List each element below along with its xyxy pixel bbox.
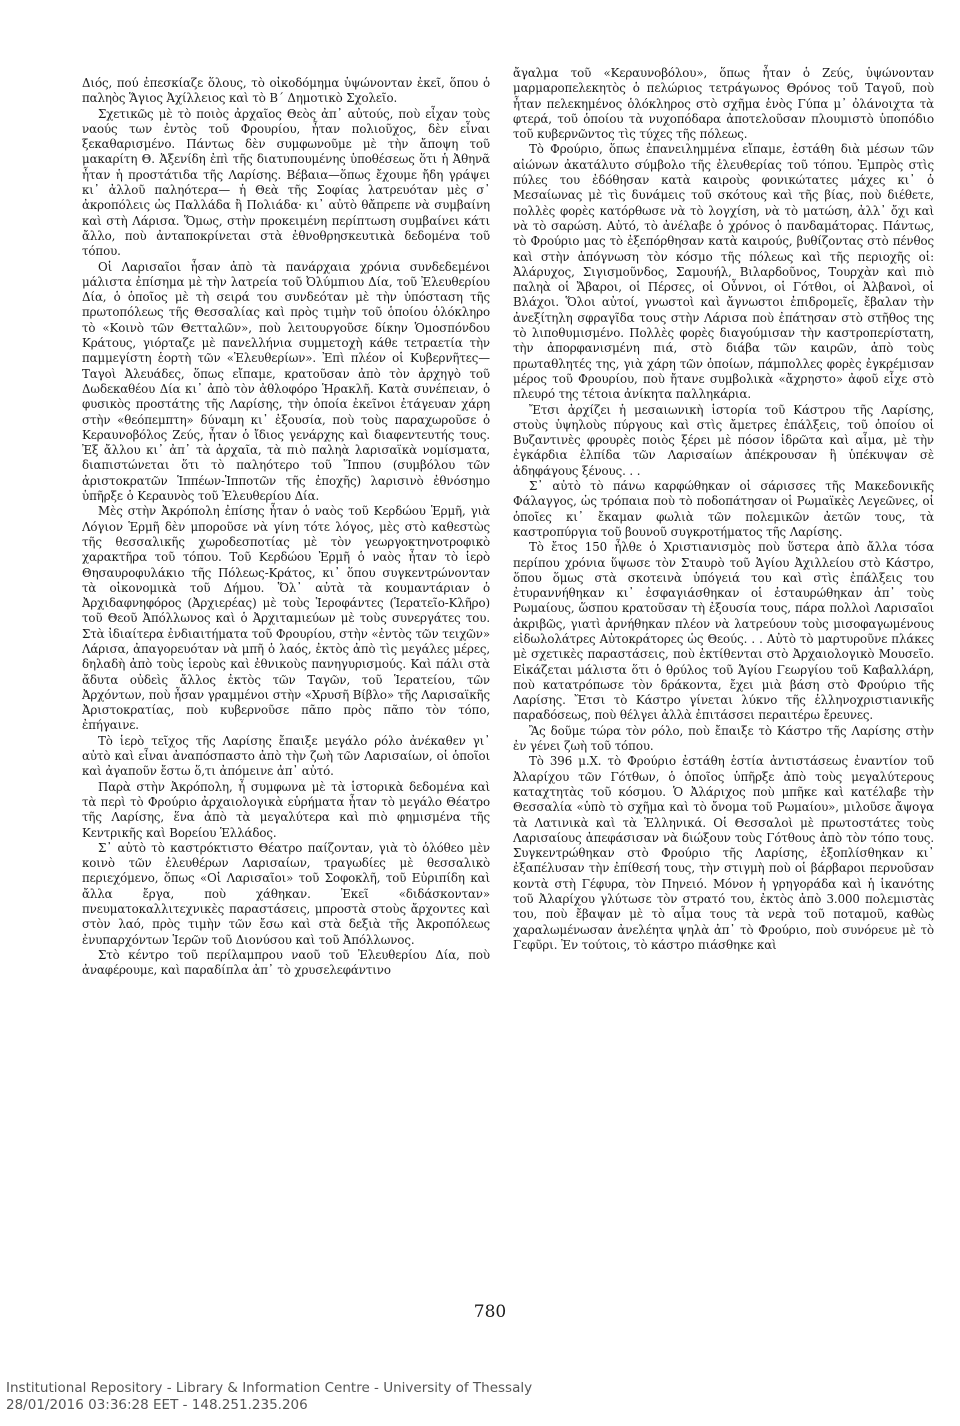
- paragraph: Ἔτσι ἀρχίζει ἡ μεσαιωνικὴ ἱστορία τοῦ Κάστρου τῆς Λαρίσης, στοὺς ὑψηλοὺς πύργους καὶ στὶς ἄμετρες ἐπάλξεις, τοῦ ὁποίου οἱ Βυζαντινὲς φρουρὲς ποιὸς ξέρει μὲ πόσον ἱδρῶτα καὶ αἷμα, μὲ τὴν ἐγκάρδια ἐλπίδα τῶν Λαρισαίων ἀπέκρουσαν ἢ ὑπέκυψαν σὲ ἀδηφάγους ξένους. . .: [513, 402, 934, 478]
- paragraph: Ἂς δοῦμε τώρα τὸν ρόλο, ποὺ ἔπαιξε τὸ Κάστρο τῆς Λαρίσης στὴν ἐν γένει ζωὴ τοῦ τόπου.: [513, 723, 934, 754]
- paragraph: Σ᾿ αὐτὸ τὸ καστρόκτιστο Θέατρο παίζονταν, γιὰ τὸ ὁλόθεο μὲν κοινὸ τῶν ἐλευθέρων Λαρισαίων, τραγωδίες μὲ θεσσαλικὸ περιεχόμενο, ὅπως «Οἱ Λαρισαῖοι» τοῦ Σοφοκλῆ, τοῦ Εὐριπίδη καὶ ἄλλα ἔργα, ποὺ χάθηκαν. Ἐκεῖ «διδάσκονταν» πνευματοκαλλιτεχνικὲς παραστάσεις, μπροστὰ στοὺς ἄρχοντες καὶ στὸν λαό, πρὸς τιμὴν τῶν ἔσω καὶ στὰ δεξιὰ τῆς Ἀκροπόλεως ἐνυπαρχόντων Ἱερῶν τοῦ Διονύσου καὶ τοῦ Ἀπόλλωνος.: [82, 840, 490, 947]
- footer-timestamp-line: 28/01/2016 03:36:28 EET - 148.251.235.206: [6, 1397, 308, 1413]
- paragraph: Τὸ ἔτος 150 ἦλθε ὁ Χριστιανισμὸς ποὺ ὕστερα ἀπὸ ἄλλα τόσα περίπου χρόνια ὕψωσε τὸν Σταυρὸ τοῦ Ἁγίου Ἀχιλλείου στὸ Κάστρο, ὅπου ὅμως στὰ σκοτεινὰ ὑπόγειά του καὶ στὶς ἐπάλξεις του ἐτυραννήθηκαν κι᾿ ἐσφαγιάσθηκαν οἱ ἐσταυρώθηκαν ἀπ᾿ τοὺς Ρωμαίους, ὥσπου κρατοῦσαν τὴ ἐξουσία τους, πάρα πολλοὶ Λαρισαῖοι ἀκριβῶς, γιατὶ ἀρνήθηκαν πλέον νὰ λατρεύουν τοὺς μισοφαγωμένους εἰδωλολάτρες Αὐτοκράτορες ὡς Θεούς. . . Αὐτὸ τὸ μαρτυροῦνε πλάκες μὲ σχετικὲς παραστάσεις, ποὺ ἐκτίθενται στὸ Ἀρχαιολογικὸ Μουσεῖο. Εἰκάζεται μάλιστα ὅτι ὁ θρύλος τοῦ Ἁγίου Γεωργίου τοῦ Καβαλλάρη, ποὺ κατατρόπωσε τὸν δράκοντα, ἔχει μιὰ βάση στὸ Φρούριο τῆς Λαρίσης. Ἔτσι τὸ Κάστρο γίνεται λύκνο τῆς ἑλληνοχριστιανικῆς παραδόσεως, ποὺ θέλγει ἀλλὰ ἐπιτάσσει περαιτέρω ἔρευνες.: [513, 540, 934, 723]
- paragraph: Τὸ ἱερὸ τεῖχος τῆς Λαρίσης ἔπαιξε μεγάλο ρόλο ἀνέκαθεν γι᾿ αὐτὸ καὶ εἶναι ἀναπόσπαστο ἀπὸ τὴν ζωὴ τῶν Λαρισαίων, οἱ ὁποῖοι καὶ ἀγαποῦν ἔστω ὅ,τι ἀπόμεινε ἀπ᾿ αὐτό.: [82, 733, 490, 779]
- paragraph: Σ᾿ αὐτὸ τὸ πάνω καρφώθηκαν οἱ σάρισσες τῆς Μακεδονικῆς Φάλαγγος, ὡς τρόπαια ποὺ τὸ ποδοπάτησαν οἱ Ρωμαϊκὲς Λεγεῶνες, οἱ ὁποῖες κι᾿ ἔκαμαν φωλιὰ τῶν πολεμικῶν ἀετῶν τους, τὰ καστροπύργια τοῦ βουνοῦ συγκροτήματος τῆς Λαρίσης.: [513, 479, 934, 539]
- paragraph: Μὲς στὴν Ἀκρόπολη ἐπίσης ἦταν ὁ ναὸς τοῦ Κερδώου Ἑρμῆ, γιὰ Λόγιον Ἑρμῆ δὲν μποροῦσε νὰ γίνη τότε λόγος, μὲς στὸ καθεστὼς τῆς θεσσαλικῆς χωροδεσποτίας μὲ τὸν γεωργοκτηνοτροφικὸ χαρακτῆρα τοῦ τόπου. Τοῦ Κερδώου Ἑρμῆ ὁ ναὸς ἦταν τὸ ἱερὸ Θησαυροφυλάκιο τῆς Πόλεως-Κράτος, κι᾿ ὅπου συγκεντρώνονταν τὰ οἰκονομικὰ τοῦ Δήμου. Ὅλ᾿ αὐτὰ τὰ κουμαντάριαν ὁ Ἀρχιδαφνηφόρος (Ἀρχιερέας) μὲ τοὺς Ἱεροφάντες (Ἱερατεῖο-Κλῆρο) τοῦ Θεοῦ Ἀπόλλωνος καὶ ὁ Ἀρχιταμιεύων μὲ τοὺς συνεργάτες του. Στὰ ἰδιαίτερα ἐνδιαιτήματα τοῦ Φρουρίου, στὴν «ἐντὸς τῶν τειχῶν» Λάρισα, ἀπαγορευόταν νὰ μπῆ ὁ λαός, ἐκτὸς ἀπὸ τὶς μεγάλες μέρες, δηλαδὴ ἀπὸ τοὺς ἱεροὺς καὶ ἐθνικοὺς πανηγυρισμούς. Καὶ πάλι στὰ ἄδυτα οὐδεὶς ἄλλος ἐκτὸς τῶν Ταγῶν, τοῦ Ἱερατείου, τῶν Ἀρχόντων, ποὺ ἦσαν γραμμένοι στὴν «Χρυσῆ Βίβλο» τῆς Λαρισαϊκῆς Ἀριστοκρατίας, ποὺ κυβερνοῦσε πᾶπο πρὸς πᾶπο τὸν τόπο, ἐπήγαινε.: [82, 504, 490, 733]
- left-text-column: [82, 76, 490, 979]
- paragraph: Στὸ κέντρο τοῦ περίλαμπρου ναοῦ τοῦ Ἐλευθερίου Δία, ποὺ ἀναφέρουμε, καὶ παραδίπλα ἀπ᾿ τὸ χρυσελεφάντινο: [82, 947, 490, 978]
- paragraph: Τὸ 396 μ.Χ. τὸ Φρούριο ἐστάθη ἑστία ἀντιστάσεως ἐναντίον τοῦ Ἀλαρίχου τῶν Γότθων, ὁ ὁποῖος ὑπῆρξε ἀπὸ τοὺς μεγαλύτερους καταχτητὰς τοῦ κόσμου. Ὁ Ἀλάριχος ποὺ μπῆκε καὶ κατέλαβε τὴν Θεσσαλία «ὑπὸ τὸ σχῆμα καὶ τὸ ὄνομα τοῦ Ρωμαίου», μιλοῦσε ἄψογα τὰ Λατινικὰ καὶ τὰ Ἑλληνικά. Οἱ Θεσσαλοὶ μὲ πρωτοστάτες τοὺς Λαρισαίους ἀπεφάσισαν νὰ διώξουν τοὺς Γότθους ἀπὸ τὸν τόπο τους. Συγκεντρώθηκαν στὸ Φρούριο τῆς Λαρίσης, ἐξοπλίσθηκαν κι᾿ ἐξαπέλυσαν τὴν ἐπίθεσή τους, τὴν στιγμὴ ποὺ οἱ βάρβαροι περνοῦσαν κοντὰ στὴ Γέφυρα, τὸν Πηνειό. Μόνον ἡ γρηγοράδα καὶ ἡ ἱκανότης τοῦ Ἀλαρίχου γλύτωσε τὸν στρατό του, ἐκτὸς ἀπὸ 3.000 πολεμιστὰς του, ποὺ ἔβαψαν μὲ τὸ αἷμα τους τὰ νερὰ τοῦ ποταμοῦ, καθὼς χαραλωμένωσαν ἀνελέητα ψηλὰ ἀπ᾿ τὸ Φρούριο, ποὺ συνόρευε μὲ τὸ Γεφῦρι. Ἐν τούτοις, τὸ κάστρο πιάσθηκε καὶ: [513, 754, 934, 952]
- repository-footer: [6, 1380, 532, 1414]
- footer-repository-line: Institutional Repository - Library & Information Centre - University of Thessaly: [6, 1380, 533, 1396]
- paragraph: ἄγαλμα τοῦ «Κεραυνοβόλου», ὅπως ἦταν ὁ Ζεύς, ὑψώνονταν μαρμαροπελεκητὸς ὁ πελώριος τετράγωνος Θρόνος τοῦ Ταγοῦ, ποὺ ἦταν πελεκημένος ὁλόκληρος στὸ σχῆμα ἑνὸς Γύπα μ᾿ ὀλάνοιχτα τὰ φτερά, τοῦ ὁποίου τὰ νυχοπόδαρα ἀποτελοῦσαν πλουμιστὸ ὑποπόδιο τοῦ κυβερνῶντος τὶς τύχες τῆς πόλεως.: [513, 66, 934, 142]
- right-text-column: [513, 66, 934, 953]
- paragraph: Παρὰ στὴν Ἀκρόπολη, ἦ συμφωνα μὲ τὰ ἱστορικὰ δεδομένα καὶ τὰ περὶ τὸ Φρούριο ἀρχαιολογικὰ εὑρήματα ἦταν τὸ μεγάλο Θέατρο τῆς Λαρίσης, ἕνα ἀπὸ τὰ μεγαλύτερα καὶ πιὸ φημισμένα τῆς Κεντρικῆς καὶ Βορείου Ἑλλάδος.: [82, 779, 490, 840]
- paragraph: Διός, πού ἐπεσκίαζε ὅλους, τὸ οἰκοδόμημα ὑψώνονταν ἐκεῖ, ὅπου ὁ παληὸς Ἅγιος Ἀχίλλειος καὶ τὸ Β΄ Δημοτικὸ Σχολεῖο.: [82, 76, 490, 106]
- paragraph: Σχετικῶς μὲ τὸ ποιὸς ἀρχαῖος Θεὸς ἀπ᾿ αὐτούς, ποὺ εἶχαν τοὺς ναούς των ἐντὸς τοῦ Φρουρίου, ἦταν πολιοῦχος, δὲν εἶναι ξεκαθαρισμένο. Πάντως δὲν συμφωνοῦμε μὲ τὴν ἄποψη τοῦ μακαρίτη Θ. Ἀξενίδη ἐπὶ τῆς διατυπουμένης ὑποθέσεως ὅτι ἡ Ἀθηνᾶ ἦταν ἡ προστάτιδα τῆς Λαρίσης. Βέβαια—ὅπως ἔχουμε ἤδη γράψει κι᾿ ἀλλοῦ παληότερα— ἡ Θεὰ τῆς Σοφίας λατρευόταν μὲς σ᾿ ἀκροπόλεις ὡς Παλλάδα ἢ Πολιάδα· κι᾿ αὐτὸ θἄπρεπε νὰ συμβαίνη καὶ στὴ Λάρισα. Ὅμως, στὴν προκειμένη περίπτωση συμβαίνει κάτι ἄλλο, ποὺ ἀνταποκρίνεται στὰ ἐθνοθρησκευτικὰ δεδομένα τοῦ τόπου.: [82, 106, 490, 259]
- page-number: 780: [473, 1302, 507, 1322]
- paragraph: Οἱ Λαρισαῖοι ἦσαν ἀπὸ τὰ πανάρχαια χρόνια συνδεδεμένοι μάλιστα ἐπίσημα μὲ τὴν λατρεία τοῦ Ὀλύμπιου Δία, τοῦ Ἐλευθερίου Δία, ὁ ὁποῖος μὲ τὴ σειρά του συνδεόταν μὲ τὴν ὑπόσταση τῆς πρωτοπόλεως τῆς Θεσσαλίας καὶ πρὸς τιμὴν τοῦ ὁποίου ὁλόκληρο τὸ «Κοινὸ τῶν Θετταλῶν», ποὺ λειτουργοῦσε δίκην Ὁμοσπόνδου Κράτους, γιόρταζε μὲ πανελλήνια συμμετοχὴ κάθε τετραετία τὴν παμμεγίστη ἑορτὴ τῶν «Ἐλευθερίων». Ἐπὶ πλέον οἱ Κυβερνῆτες—Ταγοὶ Ἀλευάδες, ὅπως εἴπαμε, κρατοῦσαν ἀπὸ τὸν ἀρχηγὸ τοῦ Δωδεκαθέου Δία κι᾿ ἀπὸ τὸν ἀθλοφόρο Ἡρακλῆ. Κατὰ συνέπειαν, ὁ φυσικὸς προστάτης τῆς Λαρίσης, τὴν ὁποία ἐκεῖνοι ἐτάγευαν χάρη στὴν «θεόπεμπτη» δύναμη κι᾿ ἐξουσία, ποὺ τοὺς παραχωροῦσε ὁ Κεραυνοβόλος Ζεύς, ἦταν ὁ ἴδιος γενάρχης καὶ διαφεντευτής τους. Ἐξ ἄλλου κι᾿ ἀπ᾿ τὰ ἀρχαῖα, τὰ πιὸ παληὰ λαρισαϊκὰ νομίσματα, διαπιστώνεται ὅτι τὸ παληότερο τοῦ Ἵππου (συμβόλου τῶν ἀριστοκρατῶν Ἱππέων-Ἱπποτῶν τῆς ἐποχῆς) λαρισινὸ ἐθνόσημο ὑπῆρξε ὁ Κεραυνὸς τοῦ Ἐλευθερίου Δία.: [82, 259, 490, 504]
- paragraph: Τὸ Φρούριο, ὅπως ἐπανειλημμένα εἴπαμε, ἐστάθη διὰ μέσων τῶν αἰώνων ἀκατάλυτο σύμβολο τῆς ἐλευθερίας τοῦ τόπου. Ἐμπρὸς στὶς πύλες του ἐδόθησαν κατὰ καιροὺς φονικώτατες μάχες κι᾿ ὁ Μεσαίωνας μὲ τὶς δυνάμεις τοῦ σκότους καὶ τῆς βίας, ποὺ διέθετε, πολλὲς φορὲς κατόρθωσε νὰ τὸ λογχίση, νὰ τὸ ματώση, ἀλλ᾿ ὄχι καὶ νὰ τὸ σαρώση. Αὐτό, τὸ ἀνέλαβε ὁ χρόνος ὁ πανδαμάτορας. Πάντως, τὸ Φρούριο μας τὸ ἐξεπόρθησαν κατὰ καιρούς, βυθίζοντας στὸ πένθος καὶ στὴν ἀπόγνωση τὸν κόσμο τῆς πόλεως καὶ τῆς περιοχῆς οἱ: Ἀλάρυχος, Σιγισμοῦνδος, Σαμουήλ, Βιλαρδοῦνος, Τουρχὰν καὶ πιὸ παληὰ οἱ Ἄβαροι, οἱ Πέρσες, οἱ Οὖννοι, οἱ Γότθοι, οἱ Ἀλβανοὶ, οἱ Βλάχοι. Ὅλοι αὐτοί, γνωστοὶ καὶ ἄγνωστοι ἐπιδρομεῖς, ἔβαλαν τὴν ἀνεξίτηλη σφραγῖδα τους στὴν Λάρισα ποὺ ἐπάτησαν στὸ στῆθος της τὸ λιποθυμισμένο. Πολλὲς φορὲς διαγούμισαν τὴν καστροπερίστατη, τὴν ἀπορφανισμένη πιά, στὸ διάβα τῶν καιρῶν, ἀπὸ τοὺς πρωταθλητές της, γιὰ χάρη τῶν ὁποίων, πάμπολλες φορὲς ἐγκρέμισαν μέρος τοῦ Φρουρίου, ποὺ ἤτανε συμβολικὰ «ἄχρηστο» ἀφοῦ εἶχε στὸ πλευρό της τέτοια ἀνίκητα παλληκάρια.: [513, 142, 934, 402]
